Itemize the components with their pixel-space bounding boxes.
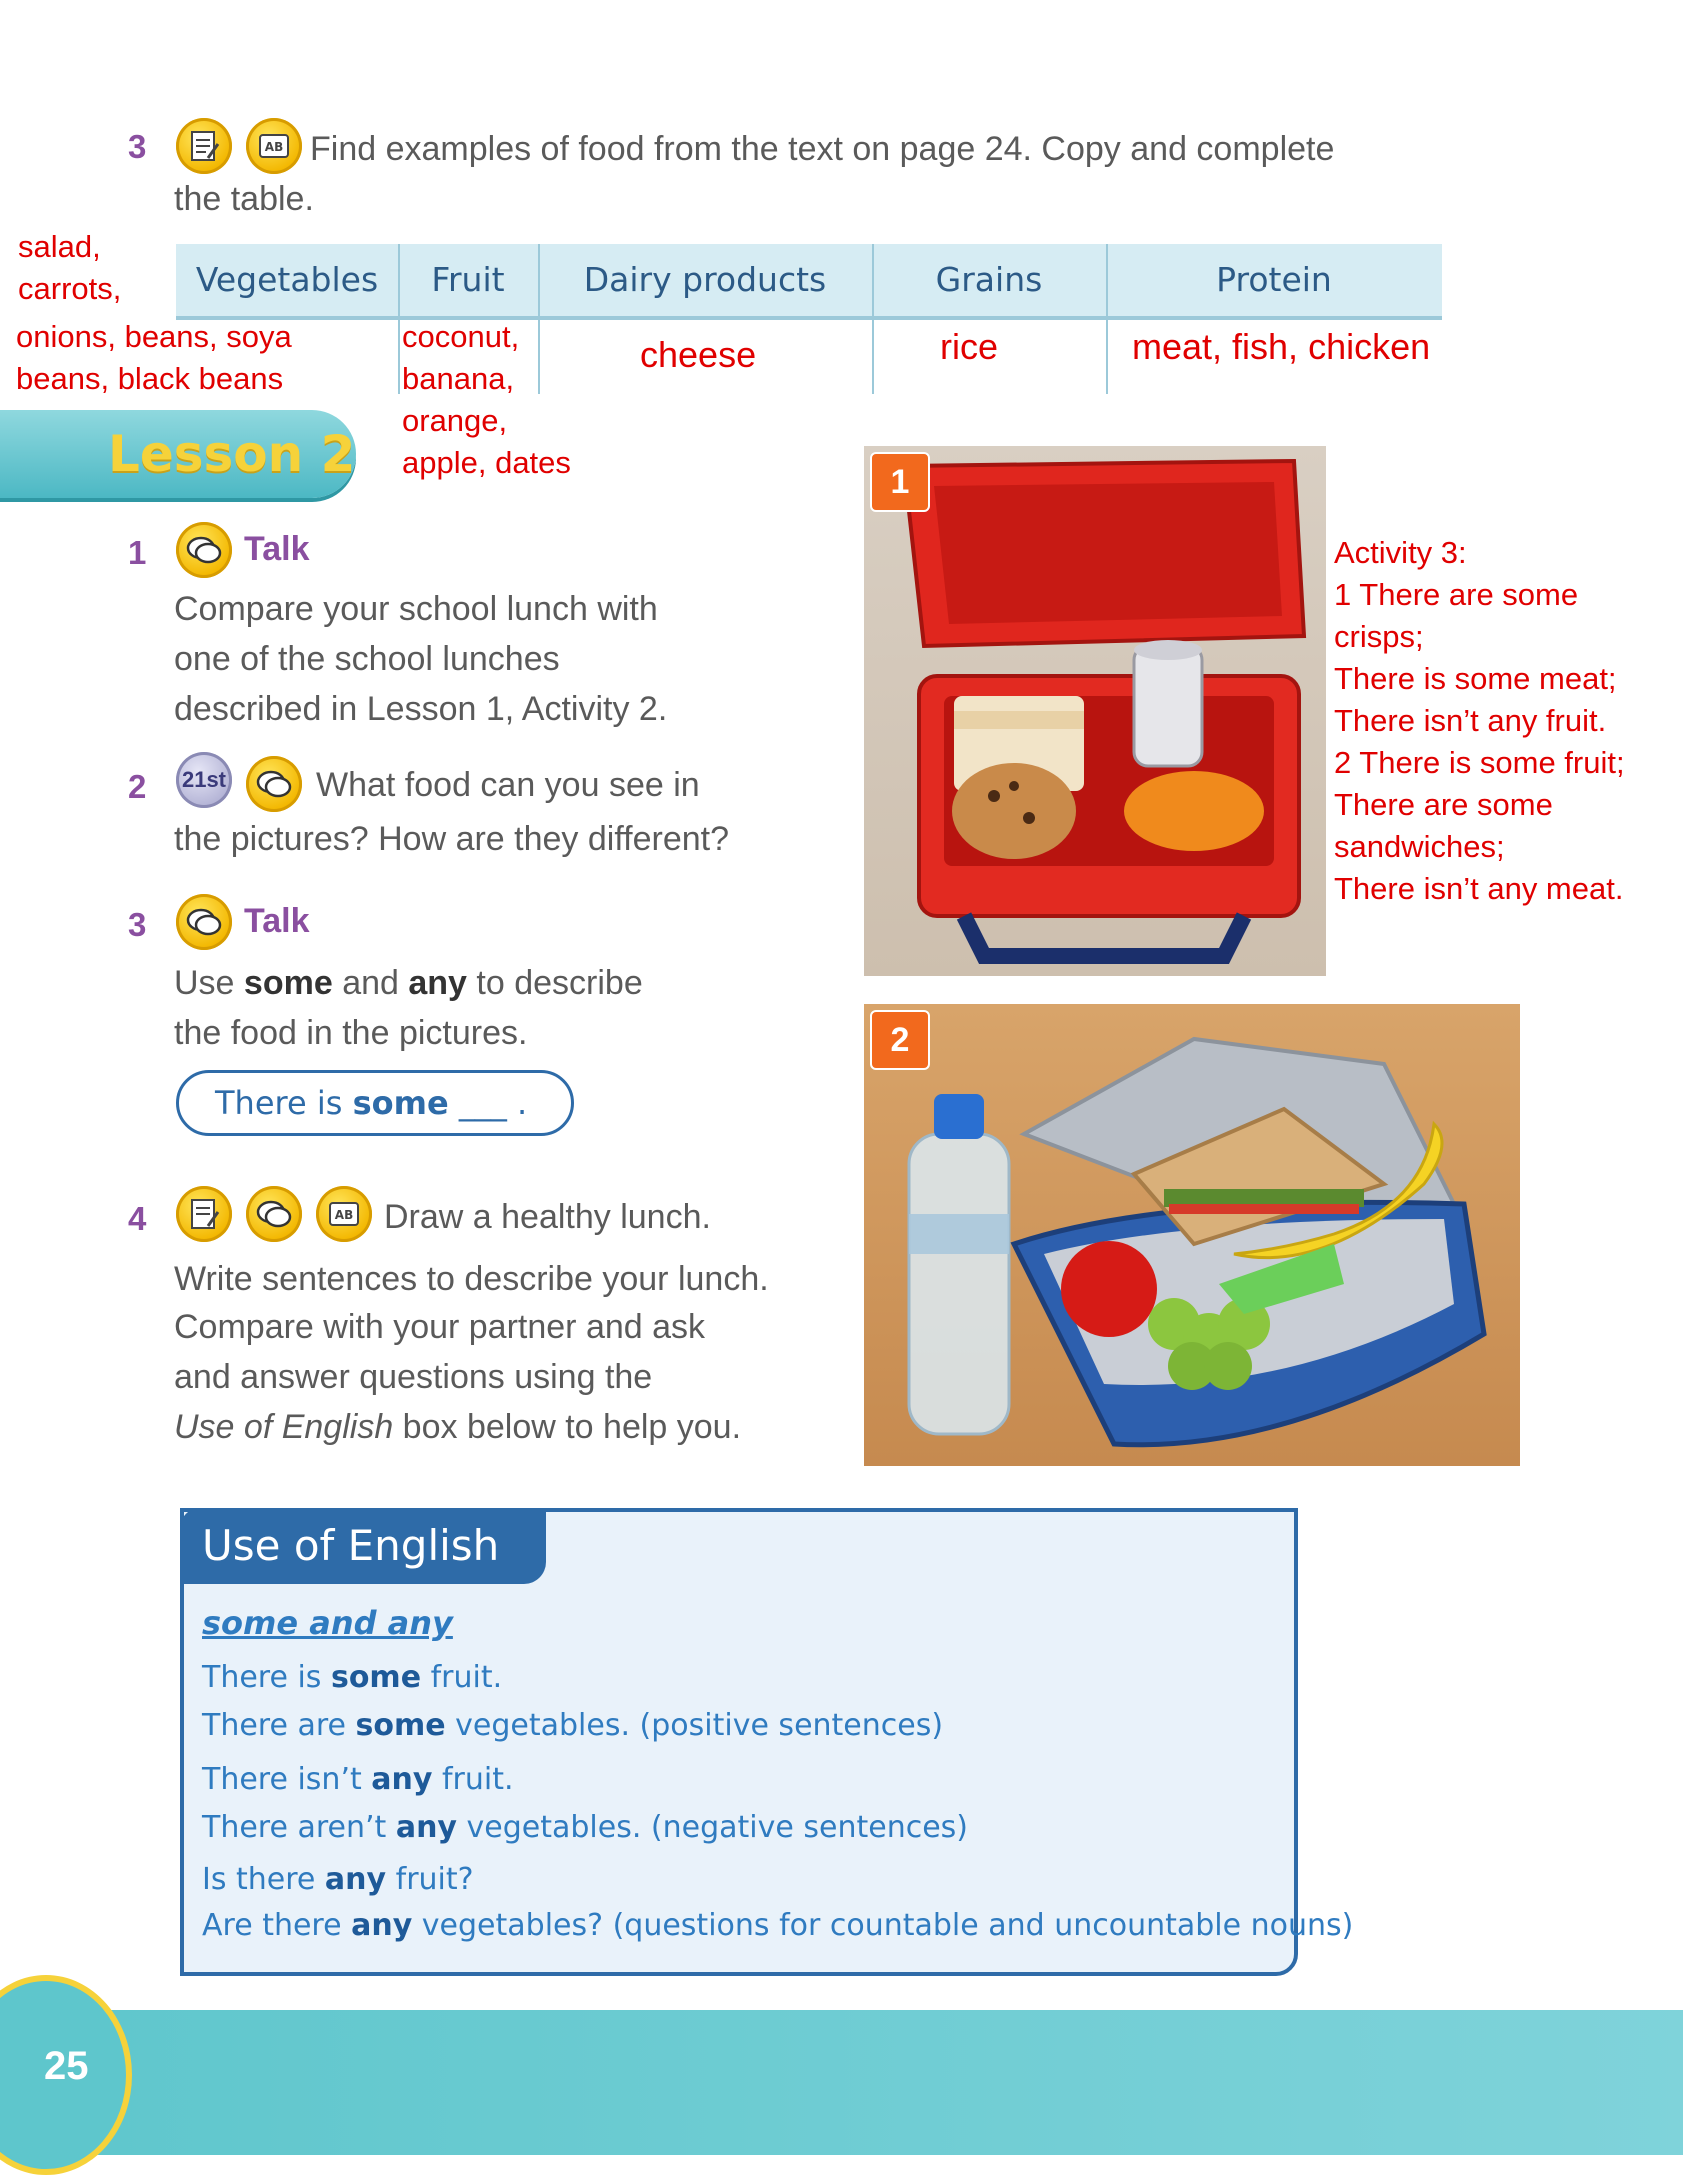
activity-book-icon [316,1186,372,1242]
talk-icon [246,756,302,812]
lunchbox-photo-1 [864,446,1326,976]
use-of-english-title: Use of English [180,1508,546,1584]
activity3-line1: Use some and any to describe [174,964,643,1002]
activity4-last-line: Use of English box below to help you. [174,1408,742,1446]
table-divider [1106,244,1108,394]
activity-number: 2 [128,768,147,805]
activity1-line: one of the school lunches [174,640,560,678]
note-line: 1 There are some [1334,577,1579,612]
photo-number-badge: 1 [870,452,930,512]
activity-number: 3 [128,906,147,943]
note-line: sandwiches; [1334,829,1505,864]
lesson-banner [0,410,356,498]
activity1-line: described in Lesson 1, Activity 2. [174,690,668,728]
use-of-english-line: There isn’t any fruit. [202,1762,514,1797]
use-of-english-line: There aren’t any vegetables. (negative sentences) [202,1810,968,1845]
activity-book-icon [246,118,302,174]
activity3-notes [1334,532,1625,910]
answer-vegetables-2: carrots, [18,271,122,306]
note-line: There isn’t any meat. [1334,871,1624,906]
use-of-english-line: There are some vegetables. (positive sentences) [202,1708,944,1743]
talk-icon [246,1186,302,1242]
activity4-line: Compare with your partner and ask [174,1308,706,1346]
photo-number-badge: 2 [870,1010,930,1070]
answer-fruit-1: coconut, [402,319,520,354]
answer-protein: meat, fish, chicken [1132,326,1431,367]
activity2-line: the pictures? How are they different? [174,820,730,858]
note-line: There is some meat; [1334,661,1617,696]
answer-fruit-2: banana, [402,361,515,396]
answer-grains: rice [940,326,999,367]
activity3-instruction-line2: the table. [174,180,314,218]
answer-dairy: cheese [640,334,757,375]
activity2-line: What food can you see in [316,766,700,804]
activity4-line: Write sentences to describe your lunch. [174,1260,769,1298]
svg-text:AB: AB [334,1208,354,1222]
activity1-line: Compare your school lunch with [174,590,658,628]
activity4-line: and answer questions using the [174,1358,653,1396]
use-of-english-line: Are there any vegetables? (questions for countable and uncountable nouns) [202,1908,1354,1943]
table-header-grains: Grains [935,260,1043,299]
workbook-write-icon [176,118,232,174]
answer-vegetables-4: beans, black beans [16,361,284,396]
workbook-write-icon [176,1186,232,1242]
answer-vegetables-3: onions, beans, soya [16,319,292,354]
talk-icon [176,894,232,950]
activity-number: 4 [128,1200,147,1237]
table-header-dairy: Dairy products [583,260,827,299]
table-header-fruit: Fruit [431,260,505,299]
use-of-english-line: Is there any fruit? [202,1862,474,1897]
table-header-protein: Protein [1216,260,1332,299]
use-of-english-subtitle: some and any [202,1604,453,1642]
activity1-title: Talk [244,530,310,568]
footer-band [0,2010,1683,2155]
21st-century-skills-icon: 21st [176,752,232,808]
table-divider [872,244,874,394]
answer-fruit-3: orange, [402,403,508,438]
note-line: crisps; [1334,619,1424,654]
page-number: 25 [44,2044,89,2088]
activity4-line1: Draw a healthy lunch. [384,1198,711,1236]
answer-vegetables-1: salad, [18,229,101,264]
activity-number: 3 [128,128,147,165]
note-line: 2 There is some fruit; [1334,745,1625,780]
note-line: There are some [1334,787,1553,822]
lesson-title: Lesson 2 [108,425,356,483]
answer-fruit-4: apple, dates [402,445,571,480]
activity3-line2: the food in the pictures. [174,1014,528,1052]
svg-text:AB: AB [264,140,284,154]
talk-icon [176,522,232,578]
activity3-instruction-line1: Find examples of food from the text on page 24. Copy and complete [310,130,1335,168]
note-line: Activity 3: [1334,535,1467,570]
lunchbag-photo-2 [864,1004,1520,1466]
use-of-english-line: There is some fruit. [202,1660,503,1695]
table-header-vegetables: Vegetables [195,260,379,299]
sentence-frame-bubble: There is some ___ . [176,1070,574,1136]
activity3-title: Talk [244,902,310,940]
table-divider [538,244,540,394]
note-line: There isn’t any fruit. [1334,703,1607,738]
food-table-header [176,244,1442,320]
table-divider [398,244,400,394]
activity-number: 1 [128,534,147,571]
